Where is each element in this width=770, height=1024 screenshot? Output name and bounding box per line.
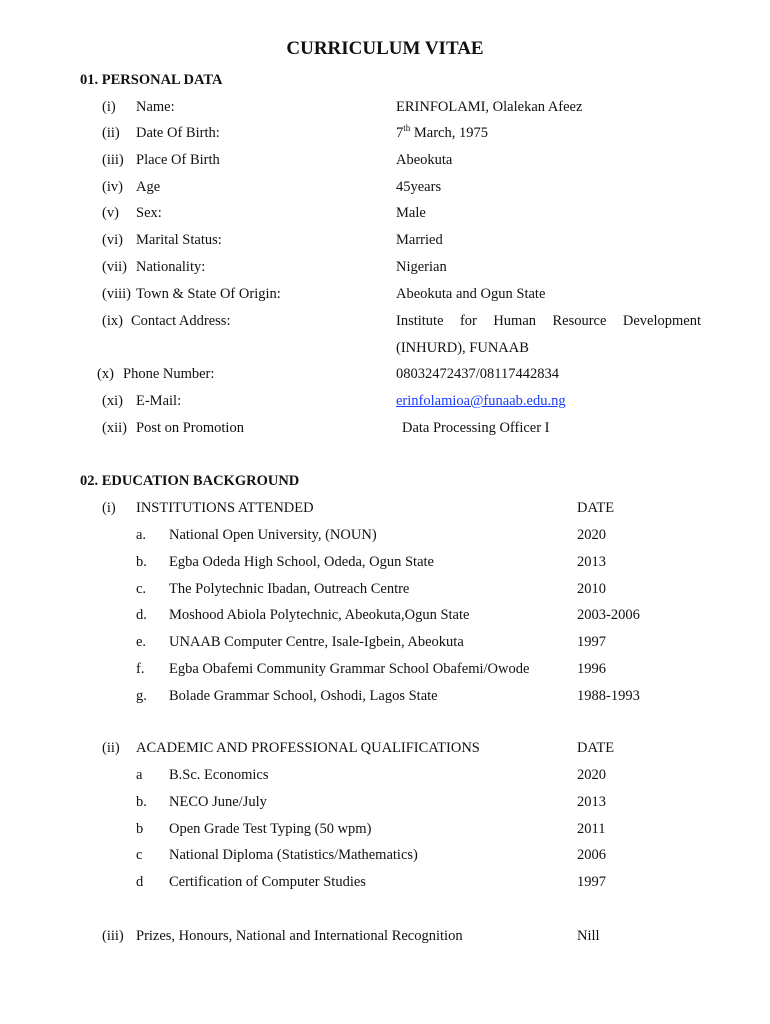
qualification-item-date: 1997: [577, 874, 606, 890]
personal-row-number: (iv): [102, 179, 123, 195]
personal-row-number: (v): [102, 205, 119, 221]
institution-item-date: 2010: [577, 581, 606, 597]
personal-row-value: Married: [396, 232, 443, 248]
institution-item-name: Moshood Abiola Polytechnic, Abeokuta,Ogun State: [169, 607, 470, 623]
institutions-number: (i): [102, 500, 116, 516]
institution-item-letter: e.: [136, 634, 147, 650]
personal-row-label: Contact Address:: [131, 313, 231, 329]
personal-row-label: Age: [136, 179, 161, 195]
personal-row-value: 45years: [396, 179, 442, 195]
personal-row-label: Sex:: [136, 205, 162, 221]
institution-item-date: 2003-2006: [577, 607, 640, 623]
qualification-item-name: National Diploma (Statistics/Mathematics): [169, 847, 418, 863]
qualification-item-letter: c: [136, 847, 143, 863]
institution-item-letter: c.: [136, 581, 147, 597]
document-title: CURRICULUM VITAE: [286, 38, 484, 59]
institution-item-letter: d.: [136, 607, 147, 623]
value-day: 7: [396, 125, 404, 141]
personal-row-label: Phone Number:: [123, 366, 215, 382]
personal-row-number: (xi): [102, 393, 123, 409]
institutions-heading: INSTITUTIONS ATTENDED: [136, 500, 314, 516]
personal-row-value: [396, 124, 488, 142]
qualification-item-name: B.Sc. Economics: [169, 767, 269, 783]
personal-row-value: Abeokuta: [396, 152, 453, 168]
personal-row-label: Place Of Birth: [136, 152, 220, 168]
qualifications-number: (ii): [102, 740, 120, 756]
institutions-date-header: DATE: [577, 500, 615, 516]
qualifications-heading: ACADEMIC AND PROFESSIONAL QUALIFICATIONS: [136, 740, 480, 756]
qualification-item-date: 2013: [577, 794, 606, 810]
prizes-value: Nill: [577, 928, 600, 944]
personal-row-value: Abeokuta and Ogun State: [396, 286, 546, 302]
qualification-item-date: 2011: [577, 821, 606, 837]
email-link[interactable]: erinfolamioa@funaab.edu.ng: [396, 393, 566, 409]
personal-row-number: (vi): [102, 232, 123, 248]
value-month-year: March, 1975: [410, 125, 488, 141]
institution-item-letter: b.: [136, 554, 147, 570]
contact-address-line2: (INHURD), FUNAAB: [396, 340, 529, 356]
institution-item-name: Bolade Grammar School, Oshodi, Lagos State: [169, 688, 438, 704]
personal-row-label: Name:: [136, 99, 175, 115]
qualification-item-letter: b.: [136, 794, 147, 810]
section-heading-education: 02. EDUCATION BACKGROUND: [80, 473, 300, 489]
institution-item-name: The Polytechnic Ibadan, Outreach Centre: [169, 581, 410, 597]
qualification-item-letter: d: [136, 874, 144, 890]
section-heading-personal-data: 01. PERSONAL DATA: [80, 72, 223, 88]
personal-row-number: (vii): [102, 259, 127, 275]
institution-item-name: Egba Obafemi Community Grammar School Obafemi/Owode: [169, 661, 530, 677]
personal-row-number: (iii): [102, 152, 124, 168]
prizes-label: Prizes, Honours, National and International Recognition: [136, 928, 463, 944]
institution-item-date: 1988-1993: [577, 688, 640, 704]
contact-address-line1: Institute for Human Resource Development: [396, 313, 701, 329]
institution-item-letter: a.: [136, 527, 147, 543]
institution-item-name: National Open University, (NOUN): [169, 527, 377, 543]
personal-row-label: E-Mail:: [136, 393, 182, 409]
institution-item-letter: g.: [136, 688, 147, 704]
institution-item-date: 2020: [577, 527, 606, 543]
value-ordinal: th: [403, 123, 411, 134]
institution-item-date: 1997: [577, 634, 606, 650]
personal-row-number: (x): [97, 366, 114, 382]
personal-row-number: (xii): [102, 420, 127, 436]
personal-row-label: Date Of Birth:: [136, 125, 220, 141]
qualification-item-name: Certification of Computer Studies: [169, 874, 366, 890]
qualification-item-letter: b: [136, 821, 144, 837]
personal-row-label: Nationality:: [136, 259, 206, 275]
personal-row-number: (i): [102, 99, 116, 115]
qualification-item-date: 2006: [577, 847, 606, 863]
personal-row-label: Post on Promotion: [136, 420, 244, 436]
qualification-item-letter: a: [136, 767, 143, 783]
personal-row-value: Nigerian: [396, 259, 447, 275]
qualifications-date-header: DATE: [577, 740, 615, 756]
personal-row-value: Male: [396, 205, 426, 221]
institution-item-date: 2013: [577, 554, 606, 570]
institution-item-name: UNAAB Computer Centre, Isale-Igbein, Abeokuta: [169, 634, 464, 650]
personal-row-label: Marital Status:: [136, 232, 222, 248]
institution-item-letter: f.: [136, 661, 145, 677]
personal-row-value: ERINFOLAMI, Olalekan Afeez: [396, 99, 583, 115]
institution-item-name: Egba Odeda High School, Odeda, Ogun State: [169, 554, 434, 570]
personal-row-value: 08032472437/08117442834: [396, 366, 559, 382]
prizes-number: (iii): [102, 928, 124, 944]
personal-row-label: Town & State Of Origin:: [136, 286, 281, 302]
institution-item-date: 1996: [577, 661, 606, 677]
qualification-item-name: Open Grade Test Typing (50 wpm): [169, 821, 372, 837]
personal-row-value: Data Processing Officer I: [402, 420, 550, 436]
personal-row-number: (ii): [102, 125, 120, 141]
personal-row-number: (viii): [102, 286, 131, 302]
qualification-item-name: NECO June/July: [169, 794, 267, 810]
personal-row-number: (ix): [102, 313, 123, 329]
qualification-item-date: 2020: [577, 767, 606, 783]
